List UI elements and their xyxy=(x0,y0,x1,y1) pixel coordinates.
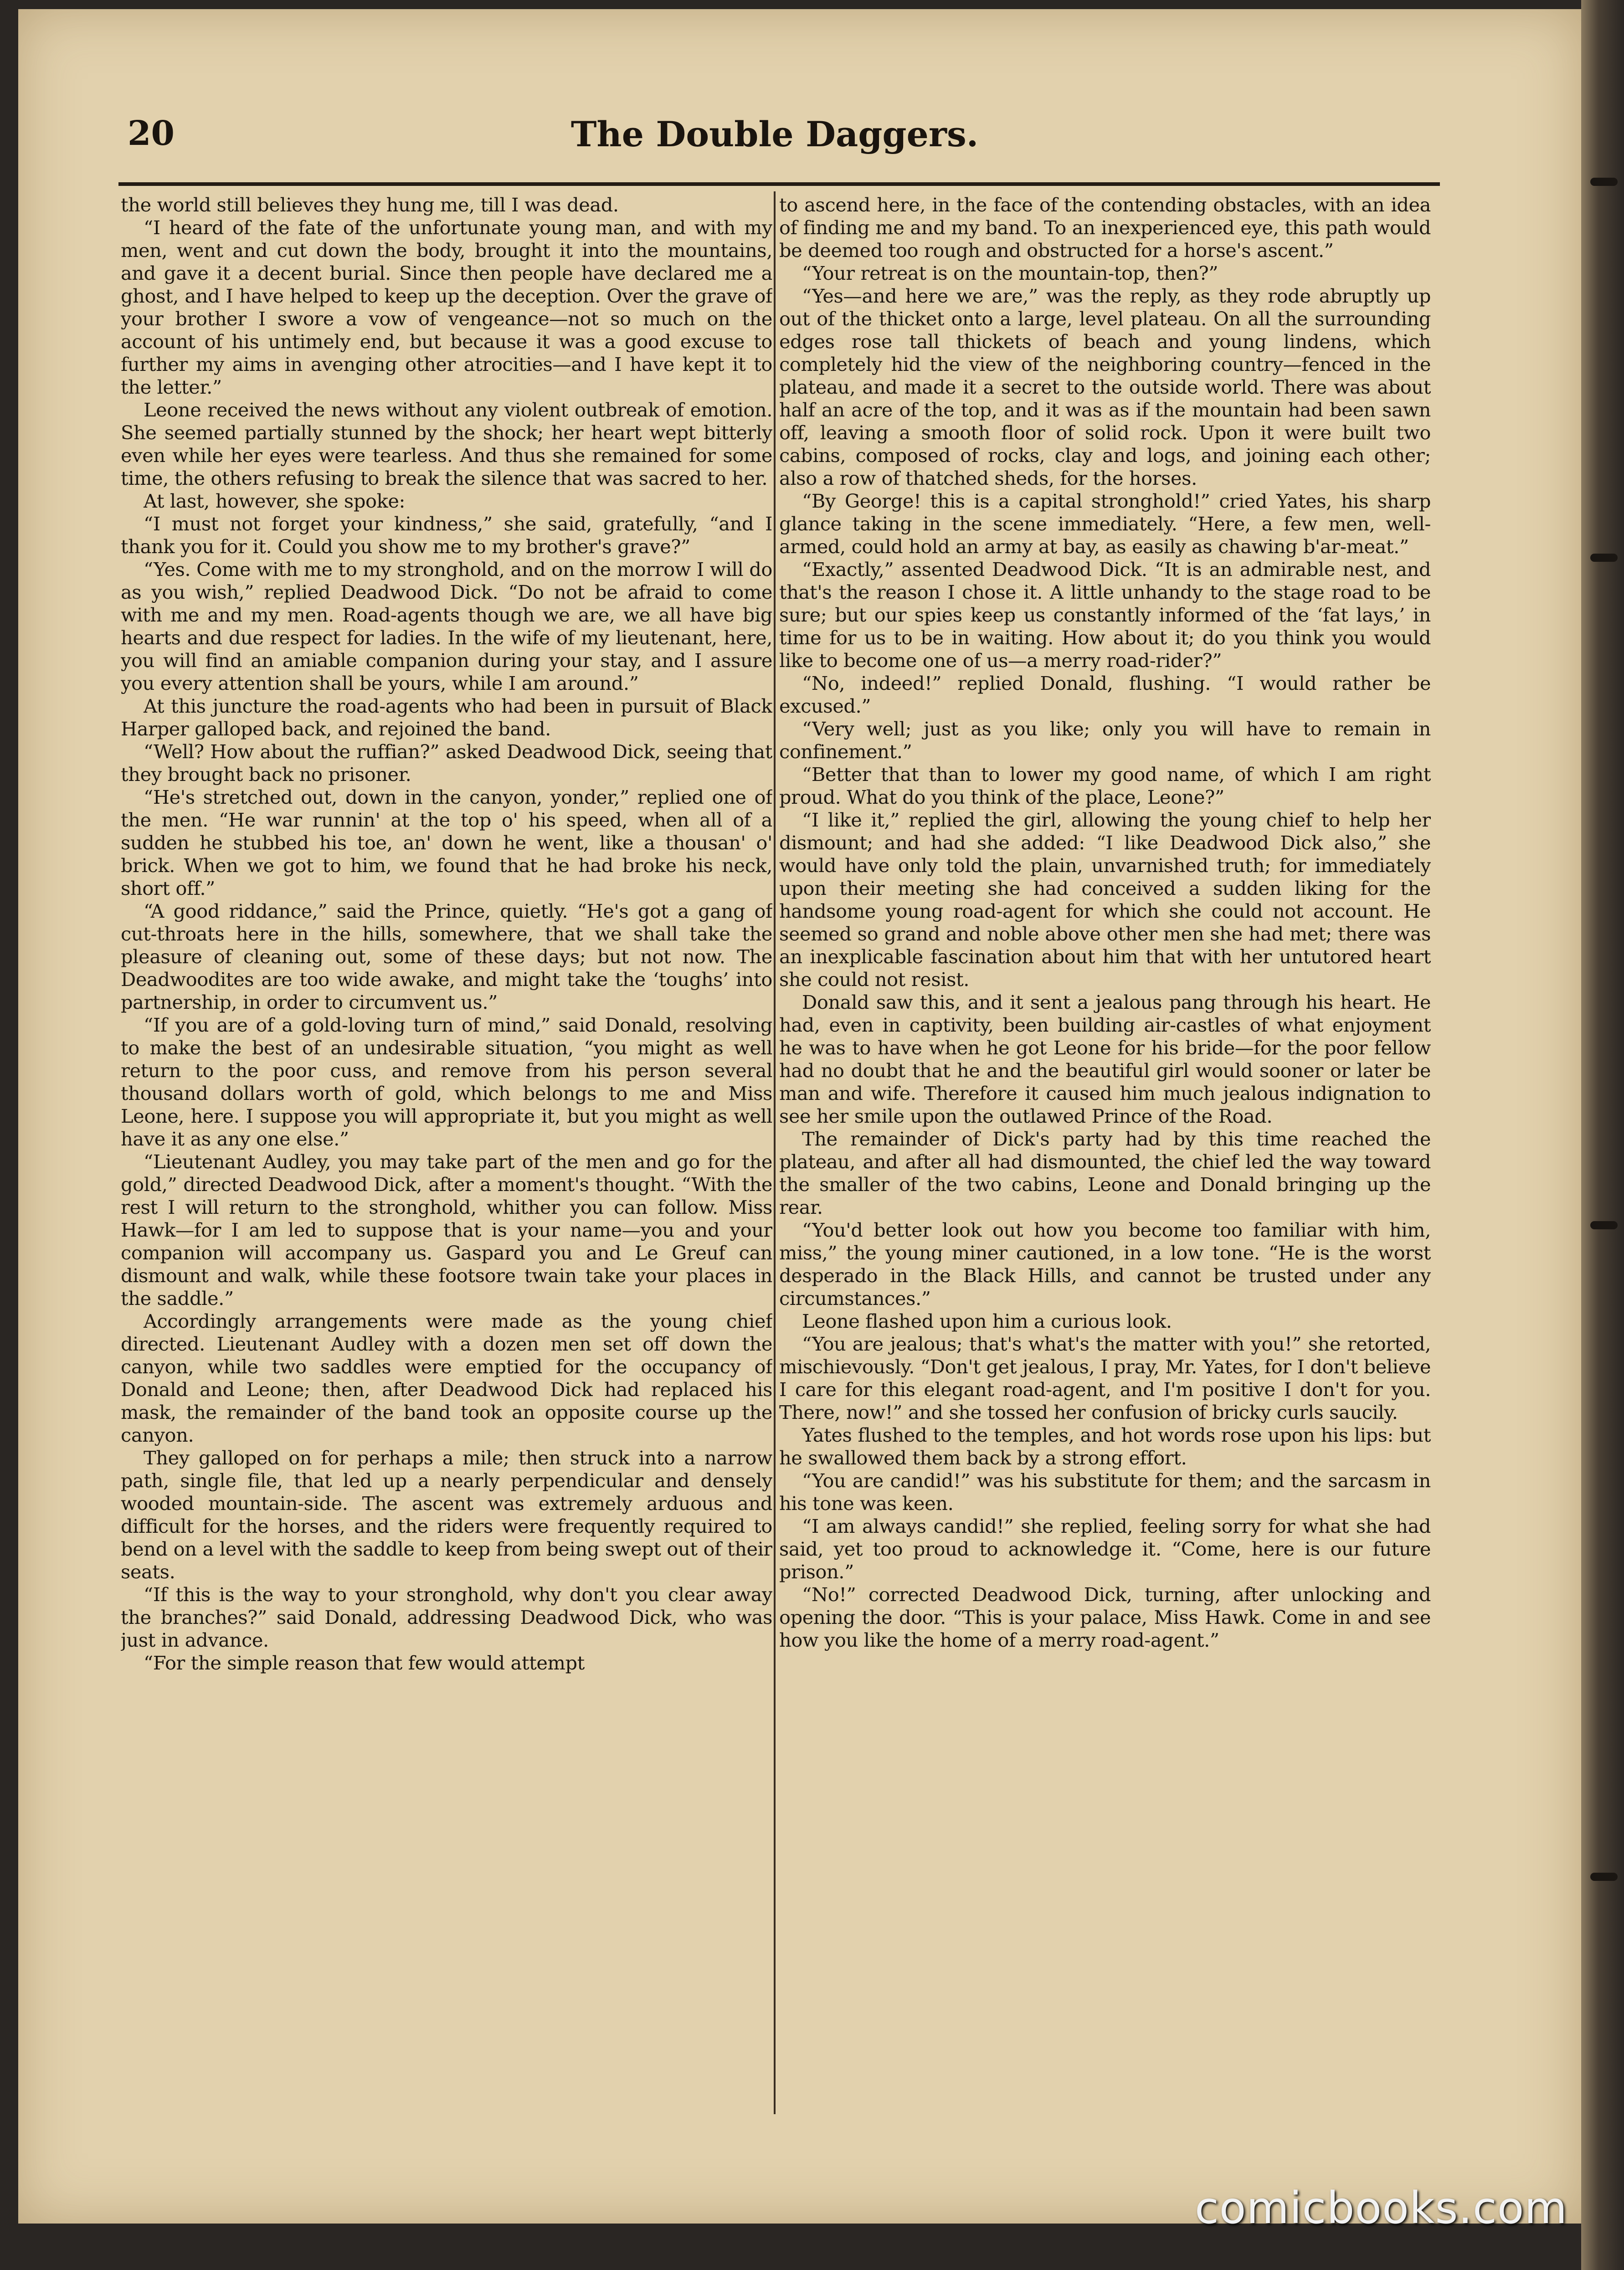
paragraph: At last, however, she spoke: xyxy=(144,490,406,512)
page-number: 20 xyxy=(128,114,175,153)
paragraph: “You'd better look out how you become too familiar with him, miss,” the young miner cautioned, in a low tone. “He is the worst desperado in the Black Hills, and cannot be trusted under any circumstances.” xyxy=(779,1219,1431,1310)
paragraph: “Yes. Come with me to my stronghold, and on the morrow I will do as you wish,” replied Deadwood Dick. “Do not be afraid to come with me and my men. Road-agents though we are, we all have big hearts and due respect for ladies. In the wife of my lieutenant, here, you will find an amiable companion during your stay, and I assure you every attention shall be yours, while I am around.” xyxy=(121,558,772,694)
right-column xyxy=(779,194,1431,2112)
paragraph: “I like it,” replied the girl, allowing the young chief to help her dismount; and had she added: “I like Deadwood Dick also,” she would have only told the plain, unvarnished truth; for immediately upon their meeting she had conceived a sudden liking for the handsome young road-agent for which she could not account. He seemed so grand and noble above other men she had met; there was an inexplicable fascination about him that with her untutored heart she could not resist. xyxy=(779,809,1431,991)
paragraph: Donald saw this, and it sent a jealous pang through his heart. He had, even in captivity, been building air-castles of what enjoyment he was to have when he got Leone for his bride—for the poor fellow had no doubt that he and the beautiful girl would sooner or later be man and wife. Therefore it caused him much jealous indignation to see her smile upon the outlawed Prince of the Road. xyxy=(779,991,1431,1127)
paragraph: “No, indeed!” replied Donald, flushing. “I would rather be excused.” xyxy=(779,672,1431,717)
running-title: The Double Daggers. xyxy=(570,114,979,154)
paragraph: “For the simple reason that few would attempt xyxy=(144,1652,585,1674)
page-header xyxy=(100,105,1449,169)
paragraph: “I must not forget your kindness,” she said, gratefully, “and I thank you for it. Could you show me to my brother's grave?” xyxy=(121,513,772,558)
paragraph: “A good riddance,” said the Prince, quietly. “He's got a gang of cut-throats here in the hills, somewhere, that we shall take the pleasure of cleaning out, some of these days; but not now. The Deadwoodites are too wide awake, and might take the ‘toughs’ into partnership, in order to circumvent us.” xyxy=(121,900,772,1013)
binding-pin xyxy=(1590,1873,1618,1881)
paragraph: Yates flushed to the temples, and hot words rose upon his lips: but he swallowed them back by a strong effort. xyxy=(779,1424,1431,1469)
paragraph: At this juncture the road-agents who had been in pursuit of Black Harper galloped back, and rejoined the band. xyxy=(121,695,772,740)
paragraph: “By George! this is a capital stronghold!” cried Yates, his sharp glance taking in the scene immediately. “Here, a few men, well-armed, could hold an army at bay, as easily as chawing b'ar-meat.” xyxy=(779,490,1431,558)
paragraph: “Very well; just as you like; only you will have to remain in confinement.” xyxy=(779,718,1431,763)
paragraph: “You are jealous; that's what's the matter with you!” she retorted, mischievously. “Don't get jealous, I pray, Mr. Yates, for I don't believe I care for this elegant road-agent, and I'm positive I don't for you. There, now!” and she tossed her confusion of bricky curls saucily. xyxy=(779,1333,1431,1423)
binding-pin xyxy=(1590,554,1618,562)
paragraph: Accordingly arrangements were made as the young chief directed. Lieutenant Audley with a dozen men set off down the canyon, while two saddles were emptied for the occupancy of Donald and Leone; then, after Deadwood Dick had replaced his mask, the remainder of the band took an opposite course up the canyon. xyxy=(121,1310,772,1446)
left-column xyxy=(121,194,772,2112)
paragraph: The remainder of Dick's party had by this time reached the plateau, and after all had dismounted, the chief led the way toward the smaller of the two cabins, Leone and Donald bringing up the rear. xyxy=(779,1128,1431,1218)
paragraph: “Exactly,” assented Deadwood Dick. “It is an admirable nest, and that's the reason I chose it. A little unhandy to the stage road to be sure; but our spies keep us constantly informed of the ‘fat lays,’ in time for us to be in waiting. How about it; do you think you would like to become one of us—a merry road-rider?” xyxy=(779,558,1431,672)
header-rule xyxy=(118,182,1440,186)
paragraph: “Well? How about the ruffian?” asked Deadwood Dick, seeing that they brought back no prisoner. xyxy=(121,740,772,786)
paragraph: Leone flashed upon him a curious look. xyxy=(802,1310,1172,1332)
paragraph: “No!” corrected Deadwood Dick, turning, after unlocking and opening the door. “This is your palace, Miss Hawk. Come in and see how you like the home of a merry road-agent.” xyxy=(779,1583,1431,1651)
paragraph: “If this is the way to your stronghold, why don't you clear away the branches?” said Donald, addressing Deadwood Dick, who was just in advance. xyxy=(121,1583,772,1651)
paragraph: to ascend here, in the face of the contending obstacles, with an idea of finding me and my band. To an inexperienced eye, this path would be deemed too rough and obstructed for a horse's ascent.” xyxy=(779,194,1431,262)
paragraph: “Yes—and here we are,” was the reply, as they rode abruptly up out of the thicket onto a large, level plateau. On all the surrounding edges rose tall thickets of beach and young lindens, which completely hid the view of the neighboring country—fenced in the plateau, and made it a secret to the outside world. There was about half an acre of the top, and it was as if the mountain had been sawn off, leaving a smooth floor of solid rock. Upon it were built two cabins, composed of rocks, clay and logs, and joining each other; also a row of thatched sheds, for the horses. xyxy=(779,285,1431,489)
paragraph: “He's stretched out, down in the canyon, yonder,” replied one of the men. “He war runnin' at the top o' his speed, when all of a sudden he stubbed his toe, an' down he went, like a thousan' o' brick. When we got to him, we found that he had broke his neck, short off.” xyxy=(121,786,772,899)
binding-pin xyxy=(1590,1221,1618,1229)
paragraph: “Better that than to lower my good name, of which I am right proud. What do you think of the place, Leone?” xyxy=(779,763,1431,808)
paragraph: “I heard of the fate of the unfortunate young man, and with my men, went and cut down the body, brought it into the mountains, and gave it a decent burial. Since then people have declared me a ghost, and I have helped to keep up the deception. Over the grave of your brother I swore a vow of vengeance—not so much on the account of his untimely end, but because it was a good excuse to further my aims in avenging other atrocities—and I have kept it to the letter.” xyxy=(121,216,772,398)
watermark: comicbooks.com xyxy=(1194,2183,1567,2234)
paragraph: They galloped on for perhaps a mile; then struck into a narrow path, single file, that led up a nearly perpendicular and densely wooded mountain-side. The ascent was extremely arduous and difficult for the horses, and the riders were frequently required to bend on a level with the saddle to keep from being swept out of their seats. xyxy=(121,1447,772,1583)
paragraph: “You are candid!” was his substitute for them; and the sarcasm in his tone was keen. xyxy=(779,1469,1431,1515)
paragraph: the world still believes they hung me, till I was dead. xyxy=(121,194,619,216)
column-divider xyxy=(774,191,776,2114)
paragraph: “Lieutenant Audley, you may take part of the men and go for the gold,” directed Deadwood Dick, after a moment's thought. “With the rest I will return to the stronghold, whither you can follow. Miss Hawk—for I am led to suppose that is your name—you and your companion will accompany us. Gaspard you and Le Greuf can dismount and walk, while these footsore twain take your places in the saddle.” xyxy=(121,1150,772,1310)
paragraph: “If you are of a gold-loving turn of mind,” said Donald, resolving to make the best of an undesirable situation, “you might as well return to the poor cuss, and remove from his person several thousand dollars worth of gold, which belongs to me and Miss Leone, here. I suppose you will appropriate it, but you might as well have it as any one else.” xyxy=(121,1014,772,1150)
paragraph: “Your retreat is on the mountain-top, then?” xyxy=(802,262,1218,284)
binding-pin xyxy=(1590,178,1618,186)
paragraph: “I am always candid!” she replied, feeling sorry for what she had said, yet too proud to acknowledge it. “Come, here is our future prison.” xyxy=(779,1515,1431,1583)
page-edge xyxy=(1581,0,1624,2270)
paragraph: Leone received the news without any violent outbreak of emotion. She seemed partially stunned by the shock; her heart wept bitterly even while her eyes were tearless. And thus she remained for some time, the others refusing to break the silence that was sacred to her. xyxy=(121,399,772,489)
